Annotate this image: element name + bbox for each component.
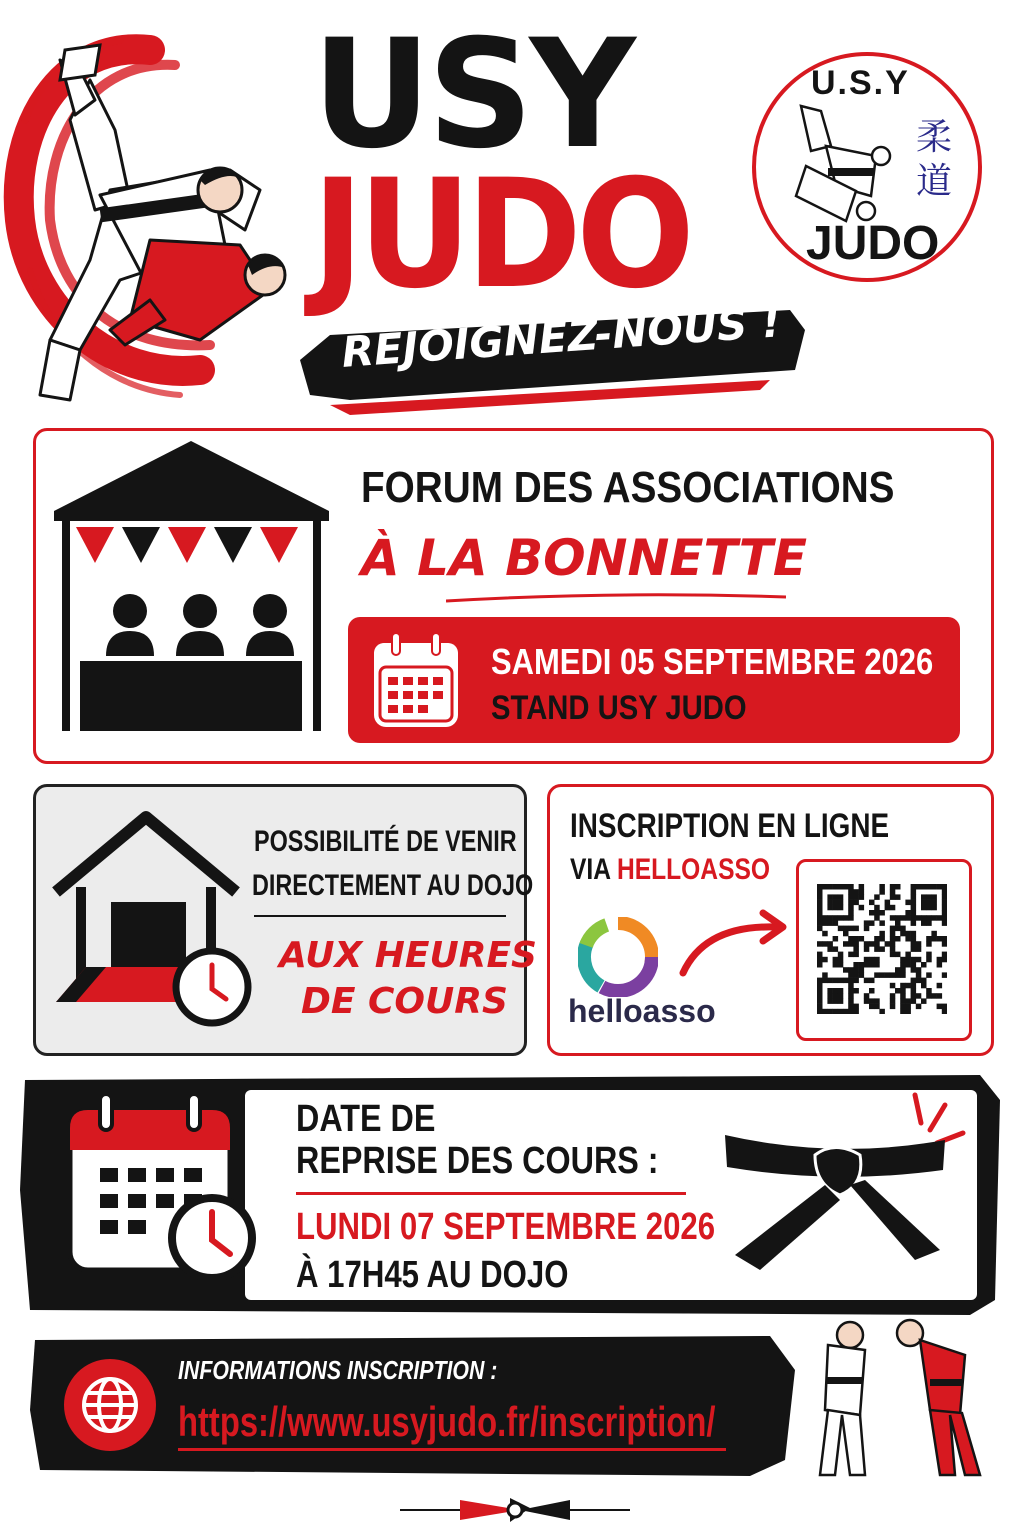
forum-date: SAMEDI 05 SEPTEMBRE 2026 (491, 641, 934, 682)
online-via-brand: HELLOASSO (616, 853, 771, 886)
calendar-icon (370, 631, 462, 731)
dojo-house-icon (46, 807, 256, 1027)
dojo-line2: DIRECTEMENT AU DOJO (252, 869, 534, 902)
calendar-clock-icon (60, 1088, 260, 1288)
forum-stand: STAND USY JUDO (491, 689, 747, 727)
footer-url-underline (178, 1448, 726, 1451)
dojo-hours1: AUX HEURES (279, 935, 537, 976)
footer-label: INFORMATIONS INSCRIPTION : (178, 1355, 498, 1385)
title-judo: JUDO (312, 148, 690, 322)
online-title: INSCRIPTION EN LIGNE (570, 807, 890, 845)
bowing-judokas-illustration (780, 1315, 1005, 1485)
forum-date-box (348, 617, 960, 743)
qr-code-icon (817, 884, 947, 1014)
resumption-label1: DATE DE (296, 1098, 436, 1140)
logo-top-text: U.S.Y (811, 64, 910, 102)
dojo-line1: POSSIBILITÉ DE VENIR (254, 825, 517, 858)
arrow-icon (675, 905, 790, 980)
tagline: REJOIGNEZ-NOUS ! (340, 297, 783, 377)
dojo-hours2: DE COURS (301, 981, 508, 1022)
dojo-card (33, 784, 537, 1056)
logo-bottom-text: JUDO (806, 217, 940, 270)
qr-code-frame[interactable] (796, 859, 972, 1041)
logo-kanji: 柔道 (916, 117, 953, 202)
helloasso-logo-icon (578, 917, 658, 997)
dojo-divider (254, 915, 506, 917)
resumption-divider (296, 1192, 686, 1195)
online-via-line (570, 853, 770, 887)
belt-ornament-icon (400, 1488, 630, 1532)
globe-icon (60, 1355, 160, 1455)
forum-title: FORUM DES ASSOCIATIONS (361, 463, 895, 512)
judo-throw-illustration (0, 20, 320, 420)
resumption-date: LUNDI 07 SEPTEMBRE 2026 (296, 1206, 716, 1248)
logo-judokas-icon (786, 96, 906, 226)
title-usy: USY (312, 8, 632, 182)
online-card (547, 784, 994, 1056)
black-belt-icon (715, 1085, 975, 1285)
resumption-label2: REPRISE DES COURS : (296, 1140, 659, 1182)
place-underline (446, 591, 786, 605)
footer-url[interactable]: https://www.usyjudo.fr/inscription/ (178, 1398, 716, 1445)
helloasso-logo-text: helloasso (568, 993, 716, 1029)
forum-card (33, 428, 994, 764)
online-via: VIA (570, 853, 611, 886)
tent-stand-icon (54, 441, 329, 741)
forum-place: À LA BONNETTE (361, 529, 808, 587)
resumption-time: À 17H45 AU DOJO (296, 1254, 569, 1296)
club-logo (752, 52, 982, 282)
